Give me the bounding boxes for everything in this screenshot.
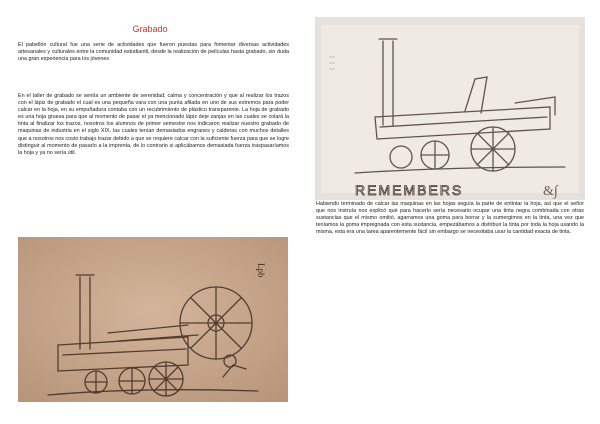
engraving-photo-right	[315, 17, 585, 200]
page-title: Grabado	[132, 24, 168, 34]
signature-left: Lpb	[256, 263, 266, 278]
workshop-paragraph: En el taller de grabado se sentía un ambiente de serenidad, calma y concentración y que al realizar los trazos con el lápiz de grabado el cual es una pequeña vara con una punta afilada en uno de sus extremos para poder calcar en la hoja, en su empuñadura contaba con un recubrimiento de plástico transparente. La hoja de grabado es una hoja gruesa para que al momento de pasar el ya mencionado lápiz deje zanjas en las cuales se colará la tinta al finalizar los trazos, nosotros los alumnos de primer semestre nos indicaron realizar nuestro grabado de maquinas de industria en el siglo XIX, las cuales tenían demasiados engranes y calderas con muchos detalles que a nosotros nos costo trabajo trazar debido a que se requiere calcar con la suficiente fuerza para que se logre distinguir al momento de pasarlo a la imprenta, de lo contrario si aplicábamos demasiada fuerza traspasaríamos la hoja y ya no sería útil.	[18, 93, 289, 156]
intro-paragraph: El pabellón cultural fue una serie de actividades que fueron puestas para fomentar diversas actividades artesanales y culturales entre la comunidad estudiantil, desde la realización de películas hasta grabado, sin duda una gran experiencia para los jóvenes	[18, 42, 289, 63]
engraving-photo-left	[18, 237, 288, 402]
print-caption: REMEMBERS	[355, 182, 464, 198]
steam-locomotive-engraving	[18, 237, 288, 402]
steam-engine-engraving	[315, 17, 585, 200]
signature-right: &∫	[543, 184, 558, 199]
inking-paragraph: Habiendo terminado de calcar las maquinas en las hojas seguía la parte de entintar la hoja, así que el señor que nos instruía nos explicó qué para hacerlo sería necesario ocupar una tinta negra combinada con otras sustancias que el mismo omitió, agarramos una goma para borrar y la sumergimos en la tinta, una vez que teníamos la goma impregnada con esta sustancia, empezábamos a distribuir la tinta por toda la hoja usando la misma, esta era una tarea aparentemente fácil sin embargo se necesitaba usar la cantidad exacta de tinta.	[316, 201, 584, 236]
